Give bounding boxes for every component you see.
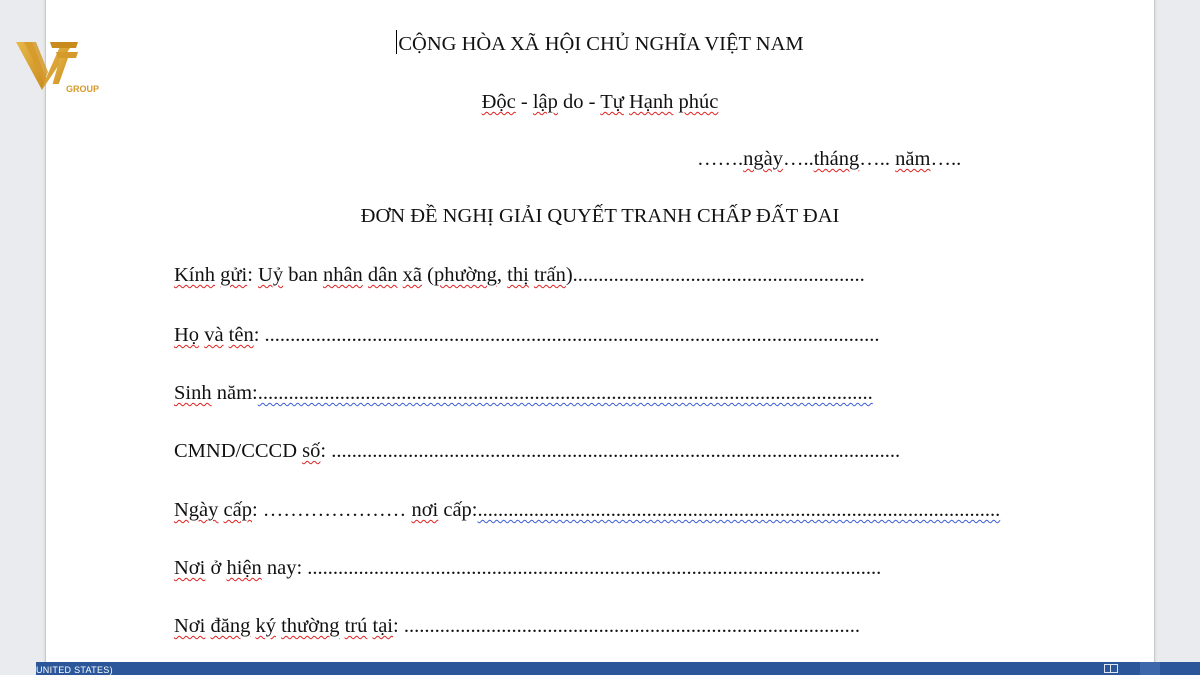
text: : .........................................................................................: [393, 615, 860, 637]
word: Sinh: [174, 382, 212, 404]
word: và: [204, 324, 224, 346]
word: cấp: [223, 499, 252, 521]
word: đăng: [210, 615, 251, 637]
word: Họ: [174, 324, 200, 346]
word: tên: [228, 324, 254, 346]
motto-text: -: [515, 91, 533, 113]
text: ......................................................................................................: [477, 499, 1001, 521]
motto-word: phúc: [678, 91, 719, 113]
word: ký: [255, 615, 276, 637]
field-ngay-cap[interactable]: [174, 497, 1000, 523]
text: CMND/CCCD: [174, 440, 303, 462]
date-day-label: ngày: [743, 148, 783, 170]
text: ở: [205, 557, 227, 579]
text: : ...............................................................................................................: [320, 440, 901, 462]
word: trú: [344, 615, 368, 637]
field-cmnd[interactable]: [174, 438, 900, 464]
motto-text: do -: [557, 91, 601, 113]
logo-text: GROUP: [66, 84, 100, 94]
word: gửi: [220, 264, 248, 286]
date-dots: …..: [859, 148, 896, 170]
read-mode-icon[interactable]: [1104, 664, 1118, 673]
field-noi-dang-ky[interactable]: [174, 613, 860, 639]
motto-word: Tự: [600, 91, 624, 113]
word: nhân: [322, 264, 363, 286]
word: dân: [367, 264, 398, 286]
text: ban: [283, 264, 323, 286]
word: hiện: [226, 557, 262, 579]
text: : …………………: [251, 499, 412, 521]
text: ,: [496, 264, 508, 286]
text: :: [247, 264, 259, 286]
word: Ngày: [174, 499, 219, 521]
motto: [0, 89, 1200, 115]
field-sinh-nam[interactable]: [174, 380, 873, 406]
date-month-label: tháng: [813, 148, 860, 170]
field-ho-ten[interactable]: [174, 322, 880, 348]
date-dots: …..: [782, 148, 814, 170]
text: (: [422, 264, 434, 286]
text: ........................................................................................................................: [257, 382, 873, 404]
document-title: ĐƠN ĐỀ NGHỊ GIẢI QUYẾT TRANH CHẤP ĐẤT ĐAI: [360, 205, 840, 227]
date-year-label: năm: [895, 148, 931, 170]
date-dots: …….: [697, 148, 744, 170]
word: Nơi: [174, 557, 206, 579]
date-line: [697, 146, 961, 172]
word: tại: [372, 615, 394, 637]
text: nay: ................................................................................................................: [261, 557, 882, 579]
word: nơi: [411, 499, 439, 521]
text: ).........................................................: [565, 264, 865, 286]
status-bar: [36, 662, 1200, 675]
motto-word: lập: [532, 91, 558, 113]
word: thường: [281, 615, 340, 637]
date-dots: …..: [930, 148, 962, 170]
country-heading-text: CỘNG HÒA XÃ HỘI CHỦ NGHĨA VIỆT NAM: [398, 33, 804, 55]
word: Kính: [174, 264, 215, 286]
motto-word: Hạnh: [629, 91, 674, 113]
field-noi-o[interactable]: [174, 555, 881, 581]
word: Nơi: [174, 615, 206, 637]
print-layout-icon[interactable]: [1140, 662, 1160, 675]
motto-word: Độc: [481, 91, 516, 113]
word: thị: [507, 264, 529, 286]
language-indicator[interactable]: UNITED STATES): [36, 665, 113, 675]
word: xã: [402, 264, 423, 286]
word: số: [302, 440, 321, 462]
word: Uỷ: [258, 264, 284, 286]
text: : ........................................................................................................................: [253, 324, 880, 346]
country-heading: [0, 30, 1200, 57]
text: năm:: [216, 382, 258, 404]
field-kinh-gui[interactable]: [174, 262, 865, 288]
word: phường: [433, 264, 497, 286]
word: trấn: [533, 264, 566, 286]
text: cấp:: [443, 499, 478, 521]
